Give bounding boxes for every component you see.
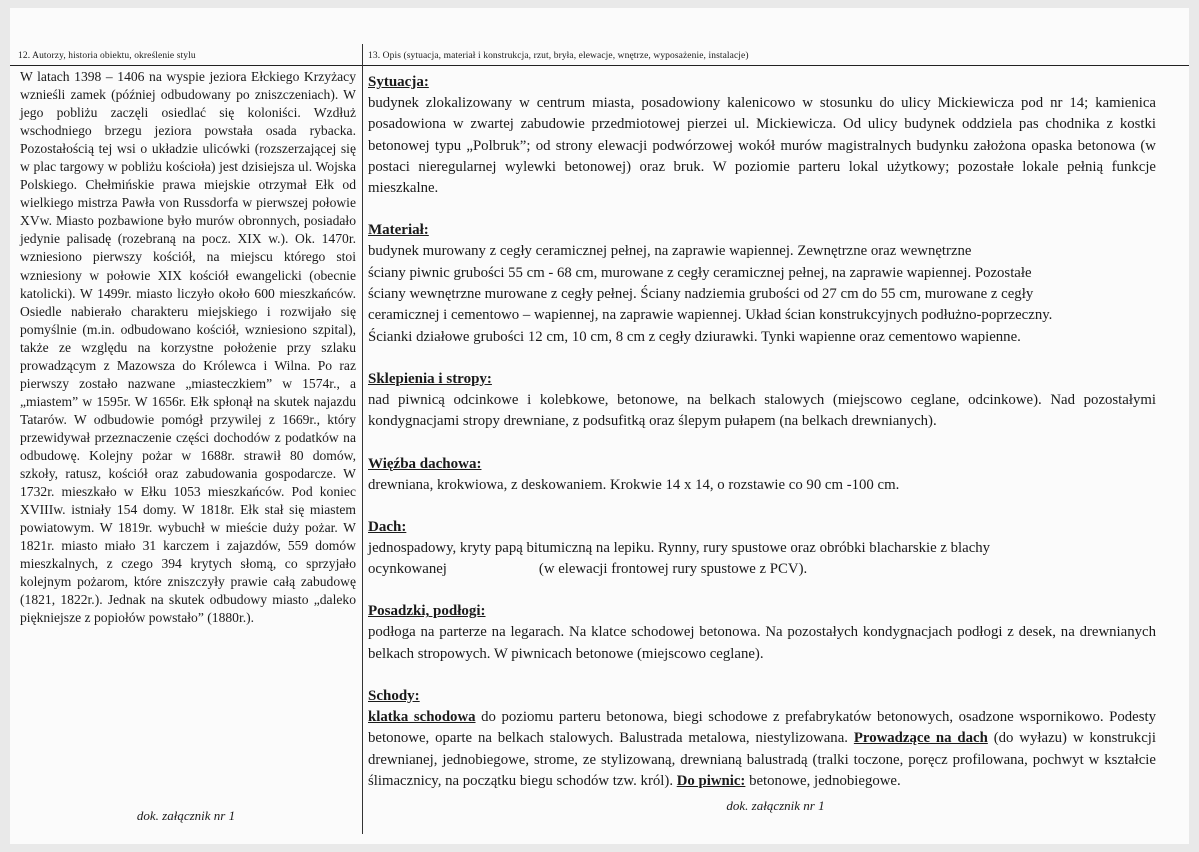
roof-text	[368, 538, 1156, 581]
stairs-text	[368, 707, 1156, 792]
roof-truss-heading: Więźba dachowa:	[368, 455, 482, 472]
situation-heading: Sytuacja:	[368, 74, 429, 90]
right-column-header: 13. Opis (sytuacja, materiał i konstrukcja, rzut, bryła, elewacje, wnętrze, wyposażenie, instalacje)	[368, 51, 749, 61]
vaults-section	[368, 369, 1156, 433]
stairs-section	[368, 686, 1156, 792]
stairs-lead-basement: Do piwnic:	[676, 772, 746, 789]
history-footer: dok. załącznik nr 1	[136, 808, 236, 823]
vaults-text: nad piwnicą odcinkowe i kolebkowe, betonowe, na belkach stalowych (miejscowo ceglane, odcinkowe). Nad pozostałymi kondygnacjami stropy drewniane, z podsufitką oraz ślepym pułapem (na belkach drewnianych).	[368, 391, 1156, 430]
situation-text: budynek zlokalizowany w centrum miasta, posadowiony kalenicowo w stosunku do ulicy Mickiewicza pod nr 14; kamienica posadowiona w zwartej zabudowie przedmiotowej pierzei ul. Mickiewicza. Od ulicy budynek oddziela pas chodnika z kostki betonowej typu „Polbruk”; od strony elewacji podwórzowej wokół murów magistralnych budynku założona opaska betonowa (w postaci nieregularnej wylewki betonowej) oraz bruk. W poziomie parteru lokal użytkowy; pozostałe lokale pełnią funkcje mieszkalne.	[368, 95, 1156, 197]
material-line: ściany piwnic grubości 55 cm - 68 cm, murowane z cegły ceramicznej pełnej, na zaprawie wapiennej. Pozostałe	[368, 264, 1032, 281]
description-column	[368, 72, 1156, 792]
description-footer: dok. załącznik nr 1	[726, 798, 825, 813]
stairs-heading: Schody:	[368, 688, 420, 705]
material-line: ściany wewnętrzne murowane z cegły pełnej. Ściany nadziemia grubości od 27 cm do 55 cm, murowane z cegły	[368, 286, 1034, 303]
history-text: W latach 1398 – 1406 na wyspie jeziora Ełckiego Krzyżacy wznieśli zamek (później odbudowany po zniszczeniach). W jego pobliżu zaczęli osiedlać się koloniści. Wzdłuż wschodniego brzegu jeziora powstała osada rybacka. Pozostałością tej wsi o układzie ulicówki (rozszerzającej się w plac targowy w pobliżu kościoła) jest dzisiejsza ul. Wojska Polskiego. Chełmińskie prawa miejskie otrzymał Ełk od wielkiego mistrza Pawła von Russdorfa w pierwszej połowie XVw. Miasto pozbawione było murów obronnych, posiadało jedynie palisadę (rozebraną na pocz. XIX w.). Ok. 1470r. wzniesiono pierwszy kościół, na miejscu którego stoi wzniesiony w połowie XIX kościół ewangelicki (obecnie katolicki). W 1499r. miasto liczyło około 600 mieszkańców. Osiedle nabierało charakteru miejskiego i rozwijało się pomyślnie (m.in. odbudowano kościół, wzniesiono szpital), także ze względu na korzystne położenie przy szlaku prowadzącym z Mazowsza do Królewca i Wilna. Po raz pierwszy zostało nazwane „miasteczkiem” w 1574r., a „miastem” w 1595r. W 1656r. Ełk spłonął na skutek najazdu Tatarów. W odbudowie pomógł przywilej z 1669r., który przewidywał przeznaczenie części dochodów z podatków na odbudowę. Kolejny pożar w 1688r. strawił 80 domów, szkoły, ratusz, kościół oraz zabudowania gospodarcze. W 1732r. mieszkało w Ełku 1053 mieszkańców. Pod koniec XVIIIw. istniały 154 domy. W 1818r. Ełk stał się miastem powiatowym. W 1819r. wybuchł w mieście duży pożar. W 1821r. miasto miało 31 karczem i zajazdów, 559 domów mieszkalnych, z czego 394 krytych słomą, co sprzyjało kolejnym pożarom, które zniszczyły prawie całą zabudowę (1821, 1822r.). Jednak na skutek odbudowy miasto „daleko piękniejsze z popiołów powstało” (1880r.).	[20, 69, 356, 626]
roof-text-line2a: ocynkowanej	[368, 561, 447, 578]
stairs-text-3: betonowe, jednobiegowe.	[745, 772, 901, 789]
situation-section	[368, 72, 1156, 199]
material-line: budynek murowany z cegły ceramicznej pełnej, na zaprawie wapiennej. Zewnętrzne oraz wewnętrzne	[368, 243, 972, 260]
header-rule	[10, 65, 1189, 66]
floors-text: podłoga na parterze na legarach. Na klatce schodowej betonowa. Na pozostałych kondygnacjach podłogi z desek, na drewnianych belkach stropowych. W piwnicach betonowe (miejscowo ceglane).	[368, 624, 1156, 662]
floors-section	[368, 601, 1156, 665]
column-divider	[362, 44, 363, 834]
left-column-header: 12. Autorzy, historia obiektu, określenie stylu	[18, 51, 196, 61]
stairs-text-1: do poziomu parteru betonowa, biegi schodowe z prefabrykatów betonowych, osadzone wspornikowo. Podesty betonowe, oparte na belkach stalowych. Balustrada metalowa, niestylizowana.	[368, 709, 1156, 747]
material-line: ceramicznej i cementowo – wapiennej, na zaprawie wapiennej. Układ ścian konstrukcyjnych podłużno-poprzeczny.	[368, 307, 1053, 324]
stairs-text-2: (do wyłazu) w konstrukcji drewnianej, jednobiegowe, strome, ze stylizowaną, drewnianą balustradą (tralki toczone, poręcz profilowana, pochwyt w kształcie ślimacznicy, na początku biegu schodów tzw. król).	[368, 730, 1156, 789]
history-column	[20, 68, 356, 627]
floors-heading: Posadzki, podłogi:	[368, 603, 486, 620]
roof-text-line2b: (w elewacji frontowej rury spustowe z PCV).	[538, 561, 808, 578]
roof-truss-text: drewniana, krokwiowa, z deskowaniem. Krokwie 14 x 14, o rozstawie co 90 cm -100 cm.	[368, 476, 900, 493]
roof-section	[368, 517, 1156, 581]
material-heading: Materiał:	[368, 222, 429, 239]
stairs-lead-roof: Prowadzące na dach	[853, 730, 988, 747]
roof-text-line1: jednospadowy, kryty papą bitumiczną na lepiku. Rynny, rury spustowe oraz obróbki blacharskie z blachy	[368, 539, 991, 556]
roof-heading: Dach:	[368, 518, 407, 535]
material-text	[368, 241, 1156, 347]
material-line: Ścianki działowe grubości 12 cm, 10 cm, 8 cm z cegły dziurawki. Tynki wapienne oraz cementowo wapienne.	[368, 328, 1021, 345]
vaults-heading: Sklepienia i stropy:	[368, 370, 492, 387]
roof-truss-section	[368, 454, 1156, 496]
stairs-lead-staircase: klatka schodowa	[368, 709, 476, 726]
material-section	[368, 220, 1156, 347]
document-page	[10, 8, 1189, 844]
